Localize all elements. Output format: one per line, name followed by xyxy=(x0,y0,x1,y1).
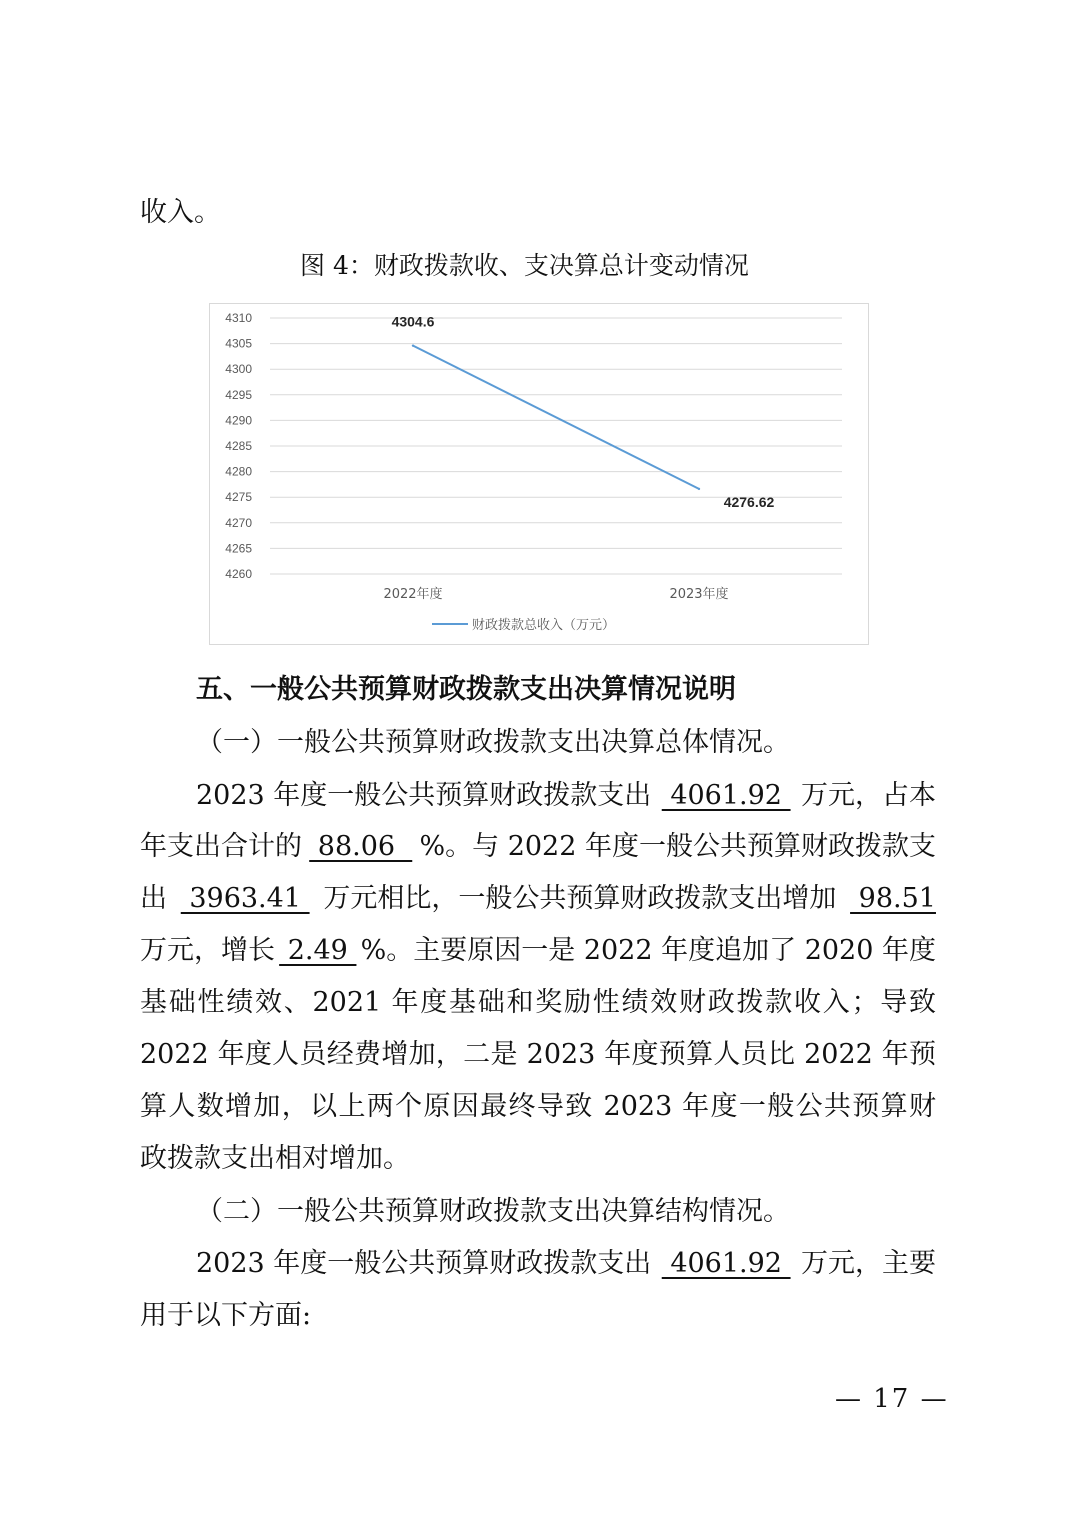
paragraph-line-3 xyxy=(140,881,936,917)
para-text: 2023 年度一般公共预算财政拨款支出 xyxy=(196,1248,652,1279)
y-tick-label: 4260 xyxy=(225,567,252,581)
y-tick-label: 4280 xyxy=(225,464,252,479)
legend-label: 财政拨款总收入（万元） xyxy=(472,618,616,633)
ratio-value: 88.06 xyxy=(309,831,413,862)
expenditure-value: 4061.92 xyxy=(661,780,791,811)
para-text: 万元，增长 xyxy=(140,935,275,966)
increase-value: 98.51 xyxy=(850,883,936,914)
x-tick-label: 2022年度 xyxy=(383,587,443,602)
page-number: — 17 — xyxy=(835,1384,949,1414)
subheading-2: （二）一般公共预算财政拨款支出决算结构情况。 xyxy=(196,1196,790,1227)
para-text: 万元相比，一般公共预算财政拨款支出增加 xyxy=(323,883,837,914)
para-text: %。与 2022 年度一般公共预算财政拨款支 xyxy=(419,831,936,862)
paragraph-line-2 xyxy=(140,829,936,865)
paragraph-line-1 xyxy=(196,778,936,814)
data-point xyxy=(412,344,414,346)
para-text: 2023 年度一般公共预算财政拨款支出 xyxy=(196,780,652,811)
data-label: 4276.62 xyxy=(723,493,775,510)
data-label: 4304.6 xyxy=(391,313,435,330)
paragraph2-line-2: 用于以下方面: xyxy=(140,1300,312,1331)
growth-value: 2.49 xyxy=(279,935,357,966)
expenditure-value-2: 4061.92 xyxy=(661,1248,791,1279)
y-tick-label: 4270 xyxy=(225,515,252,530)
y-tick-label: 4305 xyxy=(225,336,252,351)
chart-svg xyxy=(210,304,868,644)
data-point xyxy=(698,488,700,490)
figure-caption: 图 4：财政拨款收、支决算总计变动情况 xyxy=(300,251,749,280)
y-tick-label: 4295 xyxy=(225,387,252,402)
subheading-1: （一）一般公共预算财政拨款支出决算总体情况。 xyxy=(196,727,790,758)
series-line xyxy=(413,346,699,489)
section-heading-5: 五、一般公共预算财政拨款支出决算情况说明 xyxy=(196,674,736,705)
paragraph-line-6: 2022 年度人员经费增加，二是 2023 年度预算人员比 2022 年预 xyxy=(140,1039,936,1070)
y-tick-label: 4310 xyxy=(225,311,252,325)
paragraph-line-7: 算人数增加，以上两个原因最终导致 2023 年度一般公共预算财 xyxy=(140,1091,936,1122)
paragraph2-line-1 xyxy=(196,1246,936,1282)
line-chart xyxy=(209,303,869,645)
text-line-income-end: 收入。 xyxy=(140,197,221,228)
y-tick-label: 4290 xyxy=(225,413,252,428)
y-tick-label: 4265 xyxy=(225,541,252,556)
paragraph-line-8: 政拨款支出相对增加。 xyxy=(140,1143,410,1174)
para-text: 万元，占本 xyxy=(801,780,936,811)
para-text: %。主要原因一是 2022 年度追加了 2020 年度 xyxy=(360,935,936,966)
paragraph-line-4 xyxy=(140,933,936,969)
y-tick-label: 4300 xyxy=(225,362,252,377)
paragraph-line-5: 基础性绩效、2021 年度基础和奖励性绩效财政拨款收入；导致 xyxy=(140,987,936,1018)
y-tick-label: 4275 xyxy=(225,490,252,505)
x-tick-label: 2023年度 xyxy=(669,587,729,602)
y-tick-label: 4285 xyxy=(225,439,252,453)
para-text: 出 xyxy=(140,883,167,914)
para-text: 年支出合计的 xyxy=(140,831,302,862)
para-text: 万元，主要 xyxy=(801,1248,936,1279)
prior-expenditure-value: 3963.41 xyxy=(180,883,310,914)
